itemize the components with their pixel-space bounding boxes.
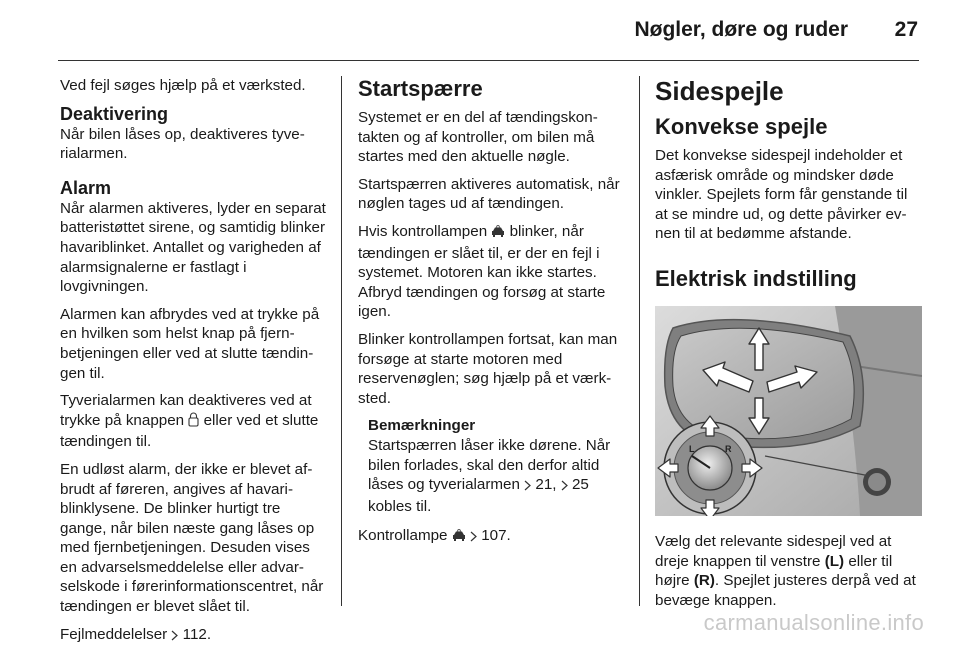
alarm-text-4: En udløst alarm, der ikke er blevet afbrudt af føreren, angives af havariblinklysene. De blinker hurtigt tre gange, når bilen næste gang låses op med fjernbetjeningen. Desuden vises en advarselsmeddelelse eller advarselskode i førerinformationscentret, når tændingen er blevet slået til. (60, 460, 324, 616)
konvekse-text: Det konvekse sidespejl indeholder et asfærisk område og mindsker døde vinkler. Spejlets form får genstande til at se mindre ud, og dette påvirker evnen til at bedømme afstande. (655, 147, 908, 243)
ref-link-21[interactable]: 21, (535, 476, 561, 494)
heading-sidespejle: Sidespejle (655, 76, 784, 106)
immobilizer-lamp-icon (491, 224, 505, 244)
alarm-text-3: Tyverialarmen kan deaktiveres ved at trykke på knappen eller ved et slutte tændingen til. (60, 392, 319, 451)
startspaerre-text-3: Hvis kontrollampen blinker, når tændingen er slået til, er der en fejl i systemet. Motoren kan ikke startes. Afbryd tændingen og forsøg at starte igen. (358, 222, 606, 321)
elektrisk-text: Vælg det relevante sidespejl ved at dreje knappen til venstre (L) eller til højre (R). Spejlet justeres derpå ved at bevæge knappen. (655, 532, 916, 609)
watermark: carmanualsonline.info (703, 610, 924, 635)
header-divider (58, 60, 919, 61)
arrow-ref-icon (524, 477, 531, 497)
knob-label-r: R (725, 443, 732, 454)
note-box (368, 416, 626, 516)
page-number: 27 (894, 18, 918, 41)
deaktivering-text: Når bilen låses op, deaktiveres tyverialarmen. (60, 125, 305, 163)
mirror-illustration (655, 306, 922, 516)
column-1 (60, 76, 328, 654)
car-lock-icon (188, 412, 199, 433)
heading-startspaerre: Startspærre (358, 76, 483, 101)
heading-elektrisk-indstilling: Elektrisk indstilling (655, 265, 857, 291)
startspaerre-text-1: Systemet er en del af tændingskontakten og af kontroller, om bilen må startes med den aktuelle nøgle. (358, 109, 598, 166)
startspaerre-text-4: Blinker kontrollampen fortsat, kan man forsøge at starte motoren med reservenøglen; søg hjælp på et værksted. (358, 330, 618, 407)
column-divider-2 (639, 76, 640, 606)
startspaerre-text-2: Startspærren aktiveres automatisk, når nøglen tages ud af tændingen. (358, 175, 620, 213)
heading-konvekse-spejle: Konvekse spejle (655, 114, 828, 139)
alarm-text-1: Når alarmen aktiveres, lyder en separat batteristøttet sirene, og samtidig blinker havariblinket. Antallet og varigheden af alarmsignalerne er fastlagt i lovgivningen. (60, 199, 326, 296)
note-title: Bemærkninger (368, 417, 476, 435)
ref-link-107[interactable]: 107. (481, 527, 511, 545)
header-title: Nøgler, døre og ruder (634, 18, 848, 41)
column-2 (358, 76, 626, 556)
fejlmeddelelser-ref: Fejlmeddelelser 112. (60, 625, 328, 647)
alarm-text-2: Alarmen kan afbrydes ved at trykke på en hvilken som helst knap på fjernbetjeningen eller ved at slutte tændingen til. (60, 305, 320, 382)
intro-text: Ved fejl søges hjælp på et værksted. (60, 77, 306, 94)
ref-link-112[interactable]: 112. (182, 625, 212, 643)
arrow-ref-icon (561, 477, 568, 497)
note-text: Startspærren låser ikke dørene. Når bilen forlades, skal den derfor altid låses og tyverialarmen 21, 25 kobles til. (368, 436, 611, 515)
heading-deaktivering: Deaktivering (60, 103, 169, 124)
arrow-ref-icon (470, 528, 477, 548)
ref-link-25[interactable]: 25 (571, 476, 589, 494)
knob-label-l: L (689, 443, 695, 454)
mirror-adjustment-figure (655, 306, 922, 516)
column-divider-1 (341, 76, 342, 606)
column-3 (655, 76, 923, 618)
arrow-ref-icon (171, 627, 178, 647)
kontrollampe-ref: Kontrollampe 107. (358, 526, 626, 548)
immobilizer-lamp-icon (452, 528, 466, 548)
heading-alarm: Alarm (60, 177, 112, 198)
page-header (0, 0, 960, 62)
